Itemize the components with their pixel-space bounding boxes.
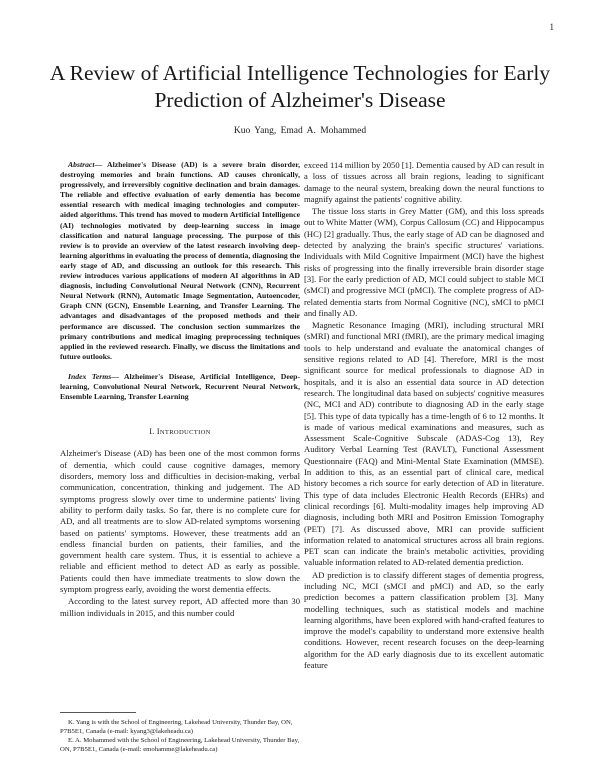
paper-title: A Review of Artificial Intelligence Technologies for Early Prediction of Alzheimer's Disease — [49, 61, 551, 112]
footnote: K. Yang is with the School of Engineering, Lakehead University, Thunder Bay, ON, P7B5E1, Canada (e-mail: kyang3@lakeheadu.ca) — [60, 719, 293, 735]
page-number: 1 — [549, 22, 554, 32]
index-terms — [60, 372, 300, 402]
section-number: I. — [149, 427, 155, 437]
abstract-text: — Alzheimer's Disease (AD) is a severe brain disorder, destroying memories and brain functions. AD causes chronically, progressively, and irreversibly cognitive declination and brain damages. The reliable and effective evaluation of early dementia has become essential research with medical imaging technologies and computer-aided algorithms. This trend has moved to modern Artificial Intelligence (AI) technologies motivated by deep-learning success in image classification and natural language processing. The purpose of this review is to provide an overview of the latest research involving deep-learning algorithms in evaluating the process of dementia, diagnosing the early stage of AD, and discussing an outlook for this research. This review introduces various applications of modern AI algorithms in AD diagnosis, including Convolutional Neural Network (CNN), Recurrent Neural Network (RNN), Automatic Image Segmentation, Autoencoder, Graph CNN (GCN), Ensemble Learning, and Transfer Learning. The advantages and disadvantages of the proposed methods and their performance are discussed. The conclusion section summarizes the primary contributions and medical imaging preprocessing techniques applied in the reviewed research. Finally, we discuss the limitations and future outlooks. — [60, 160, 300, 361]
abstract-label: Abstract — [68, 160, 95, 169]
body-paragraph: Magnetic Resonance Imaging (MRI), including structural MRI (sMRI) and functional MRI (fMRI), are the primary medical imaging tools to help understand and evaluate the anatomical changes of sensitive regions related to AD [4]. Therefore, MRI is the most significant source for medical professionals to diagnose AD in hospitals, and it is also an essential data source in AD detection research. The longitudinal data based on subjects' cognitive measures (NC, MCI and AD) contribute to diagnosing AD in the early stage [5]. This type of data typically has a time-length of 6 to 12 months. It is made of various medical examinations and measures, such as Assessment Scale-Cognitive Subscale (ADAS-Cog 13), Rey Auditory Verbal Learning Test (RAVLT), Functional Assessment Questionnaire (FAQ) and Mini-Mental State Examination (MMSE). In addition to this, as an essential part of clinical care, medical history becomes a rich source for early detection of AD in literature. This type of data includes Electronic Health Records (EHRs) and clinical recordings [6]. Multi-modality images help improving AD diagnosis, including both MRI and Positron Emission Tomography (PET) [7]. As discussed above, MRI can provide sufficient information related to anatomical structures across all brain regions. PET scan can indicate the brain's metabolic activities, providing valuable information related to AD-related dementia prediction. — [304, 320, 544, 568]
footnote-divider — [60, 712, 136, 713]
index-terms-label: Index Terms — [68, 371, 112, 381]
section-title-rest: NTRODUCTION — [159, 429, 211, 437]
left-column — [60, 160, 300, 620]
body-paragraph: According to the latest survey report, AD affected more than 30 million individuals in 2015, and this number could — [60, 596, 300, 618]
authors-line: Kuo Yang, Emad A. Mohammed — [233, 126, 367, 136]
index-terms-text: — Alzheimer's Disease, Artificial Intelligence, Deep-learning, Convolutional Neural Network, Recurrent Neural Network, Ensemble Learning, Transfer Learning — [60, 371, 300, 402]
right-column — [304, 160, 544, 672]
footnote: E. A. Mohammed with the School of Engineering, Lakehead University, Thunder Bay, ON, P7B5E1, Canada (e-mail: emohamme@lakeheadu.ca) — [60, 737, 300, 753]
body-paragraph: exceed 114 million by 2050 [1]. Dementia caused by AD can result in a loss of tissues across all brain regions, leading to significant damage to the neural system, breaking down the neural functions to magnify against the patients' cognitive ability. — [304, 160, 545, 204]
body-paragraph: The tissue loss starts in Grey Matter (GM), and this loss spreads out to White Matter (WM), Corpus Callosum (CC) and Hippocampus (HC) [2] gradually. Thus, the early stage of AD can be diagnosed and detected by analyzing the brain's specific structures' variations. Individuals with Mild Cognitive Impairment (MCI) have the highest risks of progressing into the finally irreversible brain disorder stage [3]. For the early prediction of AD, MCI could subject to stable MCI (sMCI) and progressive MCI (pMCI). The complete progress of AD-related dementia starts from Normal Cognitive (NC), sMCI to pMCI and finally AD. — [304, 206, 544, 318]
abstract — [60, 160, 300, 362]
body-paragraph: Alzheimer's Disease (AD) has been one of the most common forms of dementia, which could cause cognitive damages, memory disorders, memory loss and difficulties in decision-making, verbal communication, concentration, thinking and judgement. The AD symptoms progress slowly over time to undermine patients' living ability to perform daily tasks. So far, there is no complete cure for AD, and all treatments are to slow AD-related symptoms worsening based on patients' symptoms. However, these treatments add an endless financial burden on patients, their families, and the government health care system. Thus, it is essential to achieve a reliable and efficient method to detect AD as early as possible. Patients could then have immediate treatments to slow down the symptom progress early, avoiding the worst dementia effects. — [60, 448, 300, 595]
body-paragraph: AD prediction is to classify different stages of dementia progress, including NC, MCI (sMCI and pMCI) and AD, so the early prediction becomes a pattern classification problem [3]. Many modelling techniques, such as statistical models and machine learning algorithms, have been explored with hand-crafted features to improve the model's capability to understand more extensive health conditions. However, recent research focuses on the deep-learning algorithm for the AD early diagnosis due to its excellent automatic feature — [304, 569, 544, 671]
section-title-initial: I — [156, 427, 160, 437]
section-heading — [60, 426, 300, 438]
footnotes — [60, 718, 300, 754]
